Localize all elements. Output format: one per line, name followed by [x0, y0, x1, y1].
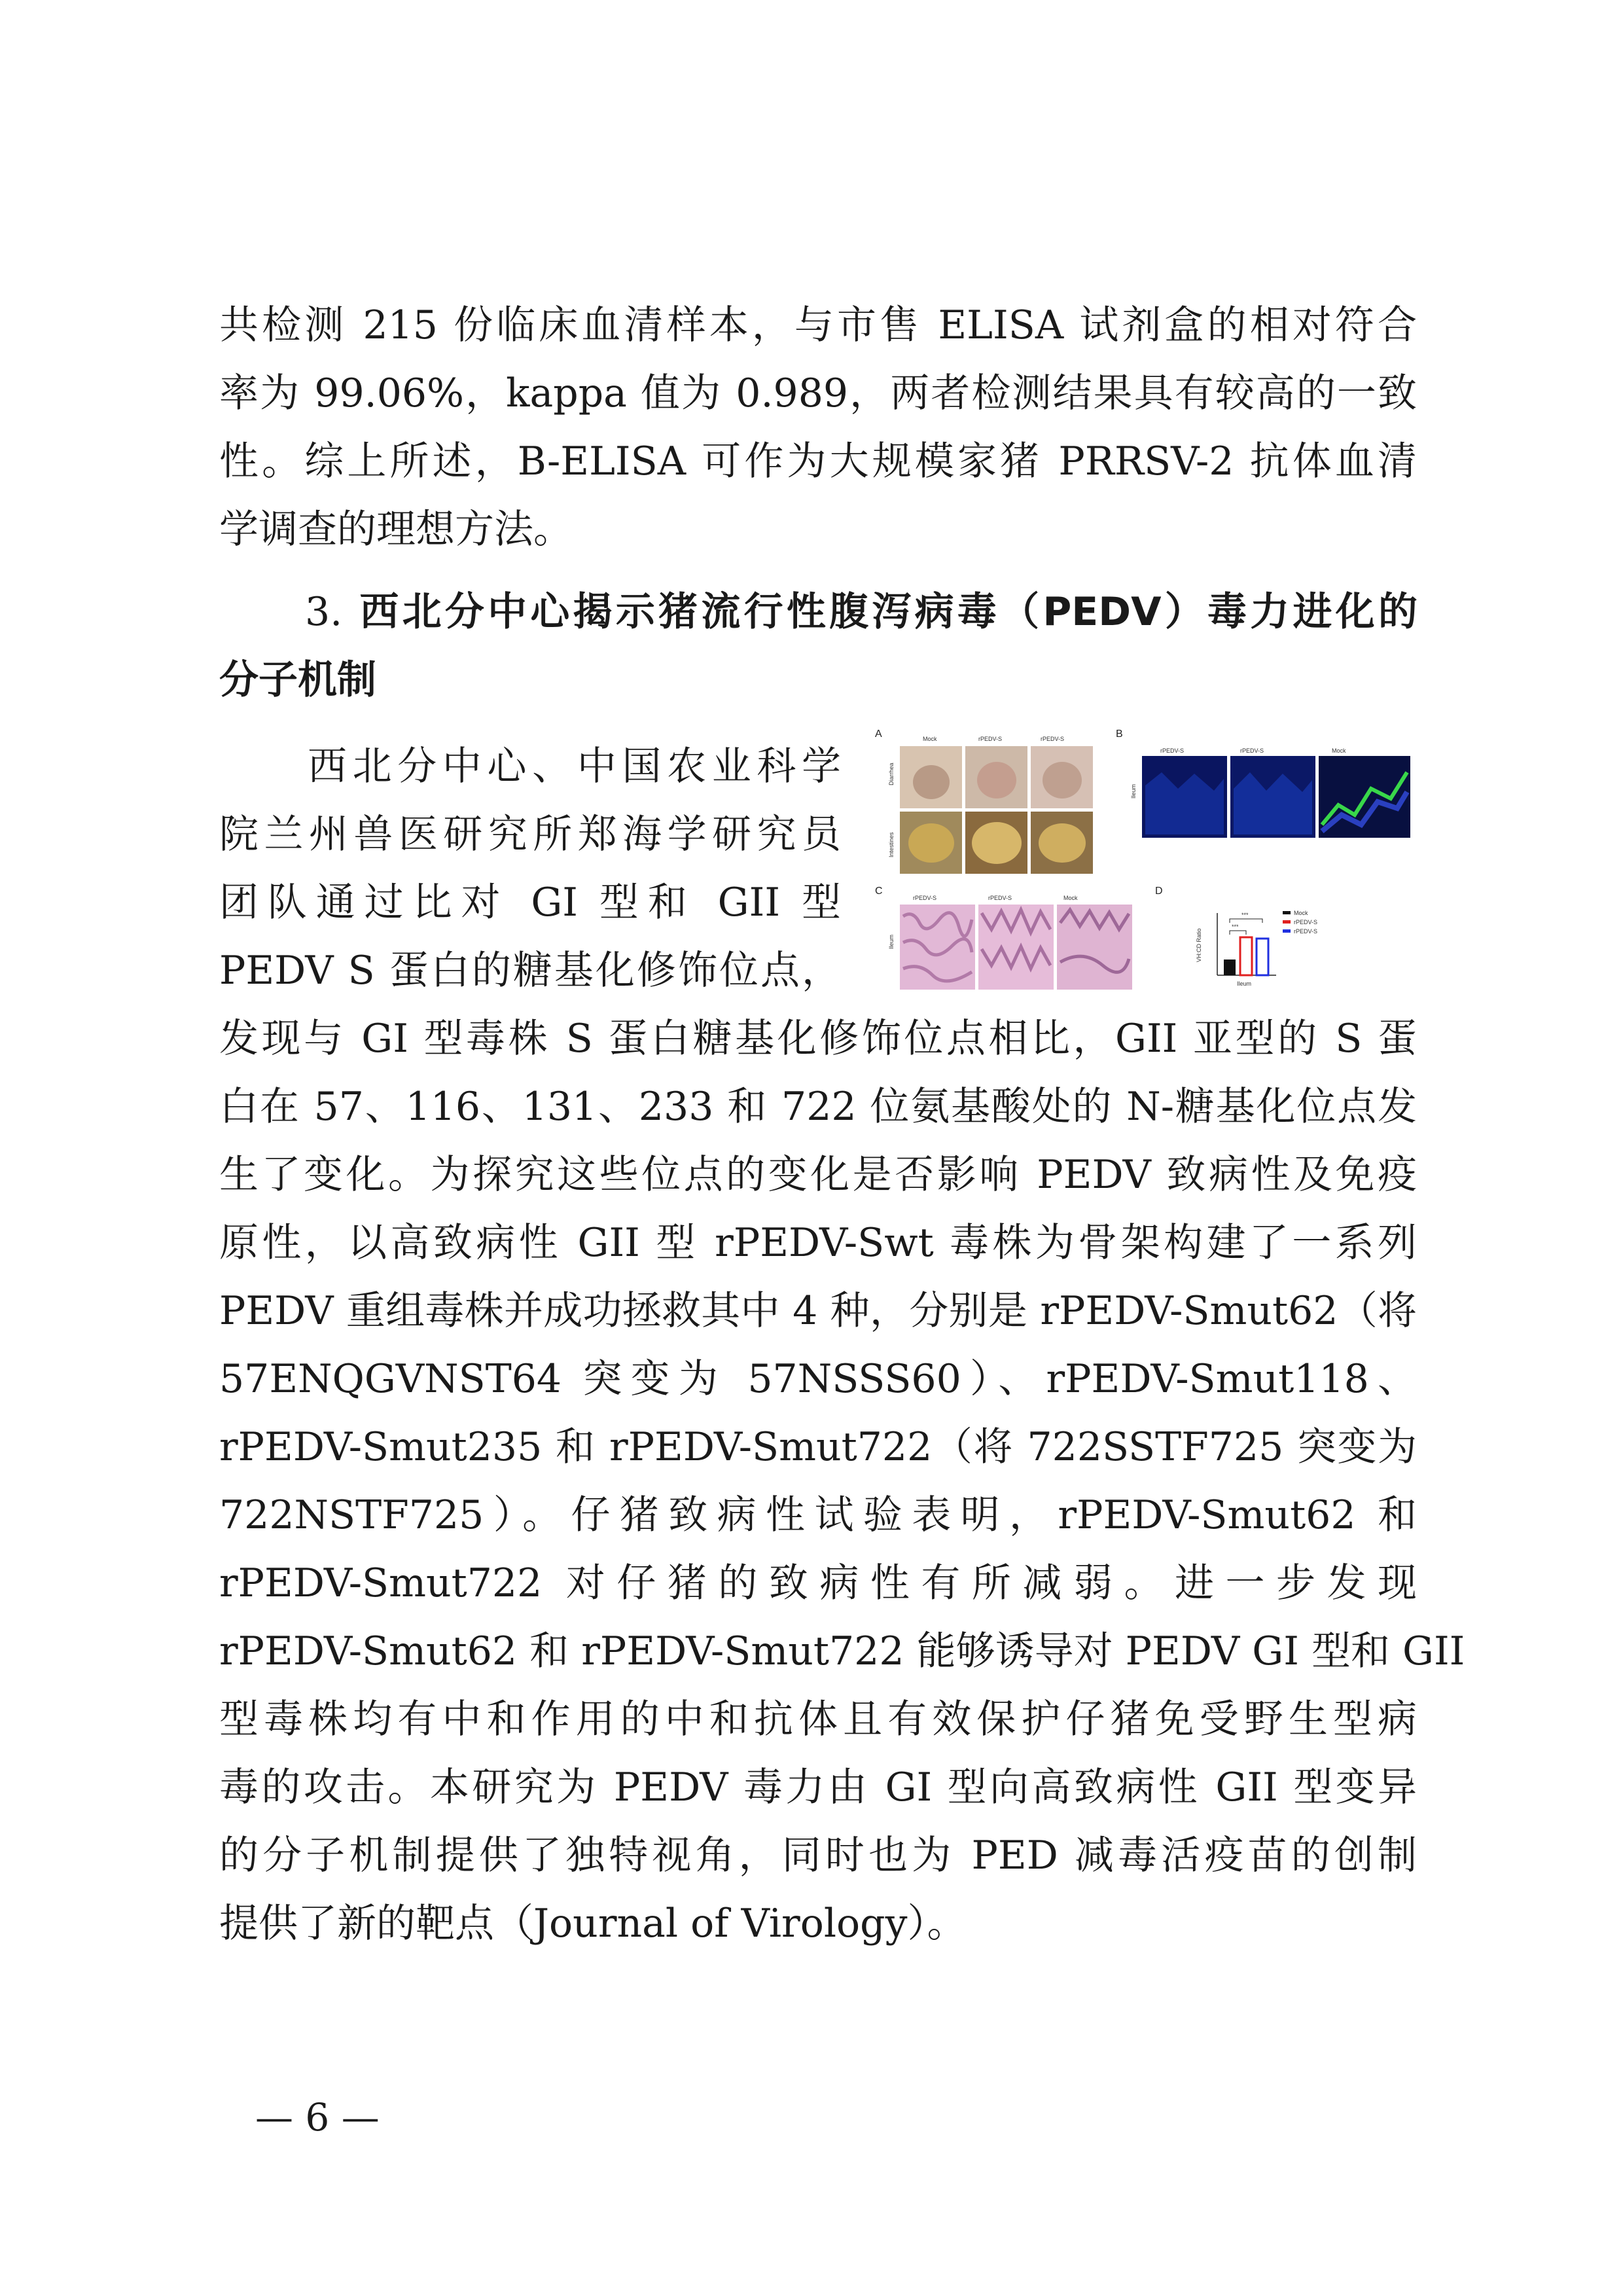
panel-a-col-1: Mock	[923, 736, 937, 742]
panel-c-label: C	[875, 886, 883, 897]
sig-bracket-2	[1230, 919, 1262, 923]
panel-c-col-1: rPEDV-S	[913, 895, 937, 901]
figure-svg	[874, 726, 1417, 995]
legend-label-2: rPEDV-S	[1294, 919, 1318, 925]
text-line: 院兰州兽医研究所郑海学研究员	[219, 812, 841, 857]
section-title-line-2: 分子机制	[219, 657, 376, 703]
legend-swatch-mock	[1283, 911, 1291, 914]
section-heading	[305, 578, 1418, 646]
text-line: 率为 99.06%，kappa 值为 0.989，两者检测结果具有较高的一致	[219, 370, 1417, 416]
text-line: 共检测 215 份临床血清样本，与市售 ELISA 试剂盒的相对符合	[219, 302, 1417, 348]
legend-swatch-3	[1283, 929, 1291, 933]
sig-label-1: ***	[1232, 924, 1239, 930]
panel-b-label: B	[1116, 728, 1123, 740]
bar-series-3	[1257, 939, 1268, 975]
panel-a-col-3: rPEDV-S	[1041, 736, 1065, 742]
photo-detail	[972, 822, 1022, 864]
legend-label-mock: Mock	[1294, 910, 1308, 916]
text-line: 团队通过比对 GI 型和 GII 型	[219, 880, 841, 925]
section-title-line-1: 西北分中心揭示猪流行性腹泻病毒（PEDV）毒力进化的	[359, 589, 1418, 635]
panel-d-label: D	[1155, 886, 1163, 897]
text-line: 提供了新的靶点（Journal of Virology）。	[219, 1901, 967, 1946]
section-number: 3.	[305, 589, 343, 635]
text-line: rPEDV-Smut235 和 rPEDV-Smut722（将 722SSTF725 突变为	[219, 1424, 1417, 1470]
text-line: 57ENQGVNST64 突变为 57NSSS60）、rPEDV-Smut118、	[219, 1356, 1417, 1402]
text-line: PEDV S 蛋白的糖基化修饰位点，	[219, 948, 841, 994]
panel-c-row: Ileum	[888, 934, 895, 949]
sig-label-2: ***	[1241, 912, 1249, 918]
panel-c-col-2: rPEDV-S	[988, 895, 1012, 901]
panel-a-row-2: Intestines	[888, 832, 895, 857]
text-line: 西北分中心、中国农业科学	[308, 744, 841, 789]
panel-d-chart	[1196, 910, 1317, 987]
text-line: rPEDV-Smut62 和 rPEDV-Smut722 能够诱导对 PEDV GI 型和 GII	[219, 1628, 1465, 1674]
panel-c-col-3: Mock	[1063, 895, 1078, 901]
panel-d-ylabel: VH:CD Ratio	[1196, 928, 1202, 962]
panel-d-xlabel: Ileum	[1237, 980, 1252, 987]
page-number: — 6 —	[255, 2095, 380, 2140]
text-line: 原性，以高致病性 GII 型 rPEDV-Swt 毒株为骨架构建了一系列	[219, 1220, 1417, 1266]
legend-label-3: rPEDV-S	[1294, 928, 1318, 935]
bar-series-2	[1240, 937, 1252, 975]
panel-b-col-2: rPEDV-S	[1240, 747, 1264, 754]
sig-bracket-1	[1230, 931, 1246, 935]
photo-detail	[913, 765, 950, 799]
text-line: 发现与 GI 型毒株 S 蛋白糖基化修饰位点相比，GII 亚型的 S 蛋	[219, 1016, 1417, 1062]
panel-a-photos	[900, 746, 1093, 874]
text-line: 型毒株均有中和作用的中和抗体且有效保护仔猪免受野生型病	[219, 1696, 1417, 1742]
panel-b-col-3: Mock	[1332, 747, 1346, 754]
research-figure	[874, 726, 1417, 995]
photo-detail	[1039, 823, 1086, 863]
text-line: 毒的攻击。本研究为 PEDV 毒力由 GI 型向高致病性 GII 型变异	[219, 1765, 1417, 1810]
panel-b-row: Ileum	[1130, 783, 1137, 798]
text-line: 白在 57、116、131、233 和 722 位氨基酸处的 N-糖基化位点发	[219, 1084, 1417, 1130]
text-line: 的分子机制提供了独特视角，同时也为 PED 减毒活疫苗的创制	[219, 1833, 1417, 1878]
panel-b-images	[1142, 756, 1410, 838]
panel-a-row-1: Diarrhea	[888, 762, 895, 785]
text-line: 学调查的理想方法。	[219, 507, 573, 552]
text-line: 生了变化。为探究这些位点的变化是否影响 PEDV 致病性及免疫	[219, 1152, 1417, 1198]
text-line: PEDV 重组毒株并成功拯救其中 4 种，分别是 rPEDV-Smut62（将	[219, 1288, 1417, 1334]
legend-swatch-2	[1283, 920, 1291, 924]
panel-a-label: A	[875, 728, 882, 740]
panel-a-col-2: rPEDV-S	[978, 736, 1003, 742]
text-line: rPEDV-Smut722 对仔猪的致病性有所减弱。进一步发现	[219, 1560, 1417, 1606]
photo-detail	[977, 762, 1016, 798]
text-line: 性。综上所述，B-ELISA 可作为大规模家猪 PRRSV-2 抗体血清	[219, 439, 1417, 484]
text-line: 722NSTF725）。仔猪致病性试验表明，rPEDV-Smut62 和	[219, 1492, 1417, 1538]
panel-c-histology	[900, 905, 1132, 990]
photo-detail	[908, 823, 954, 863]
photo-detail	[1043, 762, 1082, 798]
panel-b-col-1: rPEDV-S	[1160, 747, 1185, 754]
bar-mock	[1224, 960, 1236, 975]
